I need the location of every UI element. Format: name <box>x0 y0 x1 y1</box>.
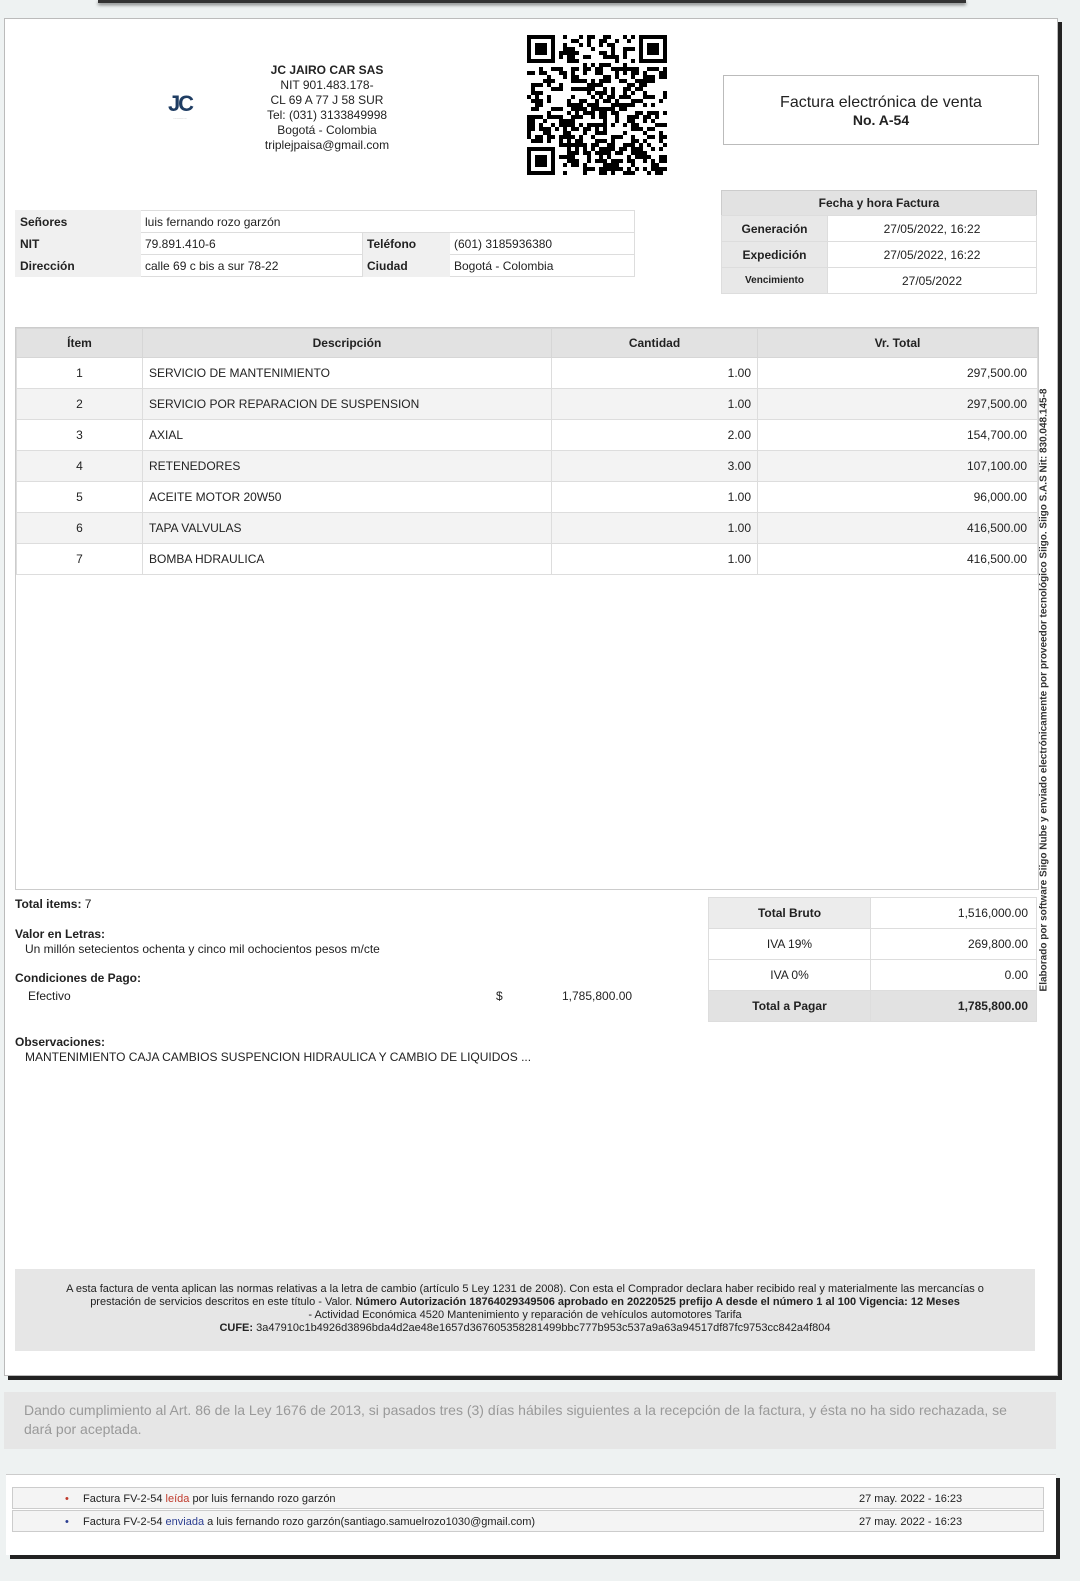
phone-label: Teléfono <box>363 233 450 255</box>
company-address: CL 69 A 77 J 58 SUR <box>270 93 384 107</box>
acceptance-notice: Dando cumplimiento al Art. 86 de la Ley 1676 de 2013, si pasados tres (3) días hábiles siguientes a la recepción de la factura, y ésta no ha sido rechazada, se dará por aceptada. <box>4 1392 1056 1449</box>
item-description: ACEITE MOTOR 20W50 <box>143 482 552 513</box>
top-bar <box>98 0 966 3</box>
item-total: 416,500.00 <box>758 513 1038 544</box>
col-item: Ítem <box>17 329 143 358</box>
payment-method: Efectivo <box>28 989 71 1003</box>
item-quantity: 1.00 <box>552 482 758 513</box>
item-total: 107,100.00 <box>758 451 1038 482</box>
city-label: Ciudad <box>363 255 450 277</box>
table-row <box>17 358 1038 389</box>
item-total: 297,500.00 <box>758 389 1038 420</box>
expedition-label: Expedición <box>722 242 828 268</box>
log-text <box>83 1511 535 1533</box>
log-date: 27 may. 2022 - 16:23 <box>859 1516 963 1528</box>
item-number: 7 <box>17 544 143 575</box>
log-entry <box>12 1487 1044 1509</box>
log-invoice: Factura FV-2-54 <box>83 1493 163 1505</box>
col-total: Vr. Total <box>758 329 1038 358</box>
totals-label: IVA 19% <box>709 929 871 960</box>
item-number: 3 <box>17 420 143 451</box>
totals-table <box>708 897 1037 1022</box>
item-description: SERVICIO DE MANTENIMIENTO <box>143 358 552 389</box>
expedition-date: 27/05/2022, 16:22 <box>828 242 1037 268</box>
customer-phone: (601) 3185936380 <box>450 233 635 255</box>
company-name: JC JAIRO CAR SAS <box>270 63 384 77</box>
total-items-value: 7 <box>84 897 92 911</box>
nit-label: NIT <box>16 233 141 255</box>
log-invoice: Factura FV-2-54 <box>83 1516 163 1528</box>
senores-label: Señores <box>16 211 141 233</box>
col-description: Descripción <box>143 329 552 358</box>
table-row <box>17 513 1038 544</box>
company-email: triplejpaisa@gmail.com <box>264 138 390 152</box>
observations-label: Observaciones: <box>15 1035 106 1049</box>
bullet-icon: • <box>65 1493 69 1505</box>
invoice-document <box>4 18 1058 1376</box>
legal-line-3: - Actividad Económica 4520 Mantenimiento y reparación de vehículos automotores Tarifa <box>308 1309 742 1321</box>
conditions-label: Condiciones de Pago: <box>15 971 142 985</box>
item-total: 416,500.00 <box>758 544 1038 575</box>
dates-table <box>721 190 1037 294</box>
invoice-number: No. A-54 <box>852 112 910 128</box>
letras-value: Un millón setecientos ochenta y cinco mil ochocientos pesos m/cte <box>25 942 380 956</box>
item-number: 2 <box>17 389 143 420</box>
observations-value: MANTENIMIENTO CAJA CAMBIOS SUSPENCION HIDRAULICA Y CAMBIO DE LIQUIDOS ... <box>25 1050 532 1064</box>
item-number: 6 <box>17 513 143 544</box>
company-nit: NIT 901.483.178- <box>280 78 374 92</box>
customer-nit: 79.891.410-6 <box>141 233 363 255</box>
col-quantity: Cantidad <box>552 329 758 358</box>
cufe-line <box>15 1322 1035 1335</box>
item-number: 1 <box>17 358 143 389</box>
invoice-title-box <box>723 75 1039 145</box>
address-label: Dirección <box>16 255 141 277</box>
logo-text: JC <box>167 91 193 116</box>
table-row <box>17 389 1038 420</box>
item-quantity: 3.00 <box>552 451 758 482</box>
totals-value: 1,785,800.00 <box>871 991 1037 1022</box>
letras-label: Valor en Letras: <box>15 927 106 941</box>
totals-label: Total Bruto <box>709 898 871 929</box>
payment-amount: 1,785,800.00 <box>562 989 633 1003</box>
totals-value: 0.00 <box>871 960 1037 991</box>
company-logo <box>155 93 205 120</box>
company-info <box>237 63 417 153</box>
items-section <box>15 327 1039 890</box>
cufe-value: 3a47910c1b4926d3896bda4d2ae48e1657d367605358281499bbc777b953c537a9a63a94517df87fc9753cc842a4f804 <box>256 1322 831 1334</box>
vertical-provider-text <box>1036 387 1052 992</box>
activity-log <box>6 1474 1056 1555</box>
table-row <box>17 482 1038 513</box>
item-description: SERVICIO POR REPARACION DE SUSPENSION <box>143 389 552 420</box>
table-row <box>17 544 1038 575</box>
item-description: TAPA VALVULAS <box>143 513 552 544</box>
log-entry <box>12 1510 1044 1532</box>
qr-code <box>527 35 667 175</box>
item-quantity: 1.00 <box>552 513 758 544</box>
legal-line-2a: prestación de servicios descritos en este título - Valor. <box>90 1296 353 1308</box>
log-action: leída <box>165 1493 190 1505</box>
invoice-title: Factura electrónica de venta <box>780 94 982 111</box>
generation-date: 27/05/2022, 16:22 <box>828 216 1037 242</box>
item-number: 5 <box>17 482 143 513</box>
legal-line-1: A esta factura de venta aplican las normas relativas a la letra de cambio (artículo 5 Ley 1231 de 2008). Con esta el Comprador declara haber recibido real y materialmente las mercancías o <box>66 1283 984 1295</box>
totals-label: Total a Pagar <box>709 991 871 1022</box>
customer-city: Bogotá - Colombia <box>450 255 635 277</box>
totals-value: 1,516,000.00 <box>871 898 1037 929</box>
due-date: 27/05/2022 <box>828 268 1037 294</box>
log-action: enviada <box>165 1516 205 1528</box>
log-detail: a luis fernando rozo garzón(santiago.samuelrozo1030@gmail.com) <box>207 1516 536 1528</box>
generation-label: Generación <box>722 216 828 242</box>
company-phone: Tel: (031) 3133849998 <box>266 108 388 122</box>
item-total: 96,000.00 <box>758 482 1038 513</box>
legal-notice <box>15 1269 1035 1351</box>
item-quantity: 1.00 <box>552 358 758 389</box>
bullet-icon: • <box>65 1516 69 1528</box>
table-row <box>17 420 1038 451</box>
item-number: 4 <box>17 451 143 482</box>
totals-row <box>709 898 1037 929</box>
item-description: BOMBA HDRAULICA <box>143 544 552 575</box>
item-quantity: 2.00 <box>552 420 758 451</box>
item-description: AXIAL <box>143 420 552 451</box>
total-items-label: Total items: <box>15 897 82 911</box>
item-quantity: 1.00 <box>552 389 758 420</box>
due-label: Vencimiento <box>722 268 828 294</box>
totals-row <box>709 929 1037 960</box>
dates-header: Fecha y hora Factura <box>722 191 1037 216</box>
item-description: RETENEDORES <box>143 451 552 482</box>
items-table <box>16 328 1038 575</box>
totals-row <box>709 960 1037 991</box>
legal-line-2 <box>15 1296 1035 1309</box>
log-detail: por luis fernando rozo garzón <box>192 1493 336 1505</box>
customer-address: calle 69 c bis a sur 78-22 <box>141 255 363 277</box>
authorization-text: Número Autorización 18764029349506 aprobado en 20220525 prefijo A desde el número 1 al 100 Vigencia: 12 Meses <box>355 1296 960 1308</box>
table-row <box>17 451 1038 482</box>
vertical-text: Elaborado por software Siigo Nube y enviado electrónicamente por proveedor tecnológico Siigo. Siigo S.A.S Nit: 830.048.145-8 <box>1038 388 1050 991</box>
logo-subtext: ............ <box>173 115 187 120</box>
item-total: 297,500.00 <box>758 358 1038 389</box>
cufe-label: CUFE: <box>219 1322 254 1334</box>
totals-value: 269,800.00 <box>871 929 1037 960</box>
company-city: Bogotá - Colombia <box>277 123 377 137</box>
item-total: 154,700.00 <box>758 420 1038 451</box>
log-date: 27 may. 2022 - 16:23 <box>859 1493 963 1505</box>
customer-table <box>15 210 635 277</box>
totals-label: IVA 0% <box>709 960 871 991</box>
customer-name: luis fernando rozo garzón <box>141 211 635 233</box>
item-quantity: 1.00 <box>552 544 758 575</box>
payment-currency: $ <box>496 989 503 1003</box>
log-text <box>83 1488 336 1510</box>
totals-row <box>709 991 1037 1022</box>
